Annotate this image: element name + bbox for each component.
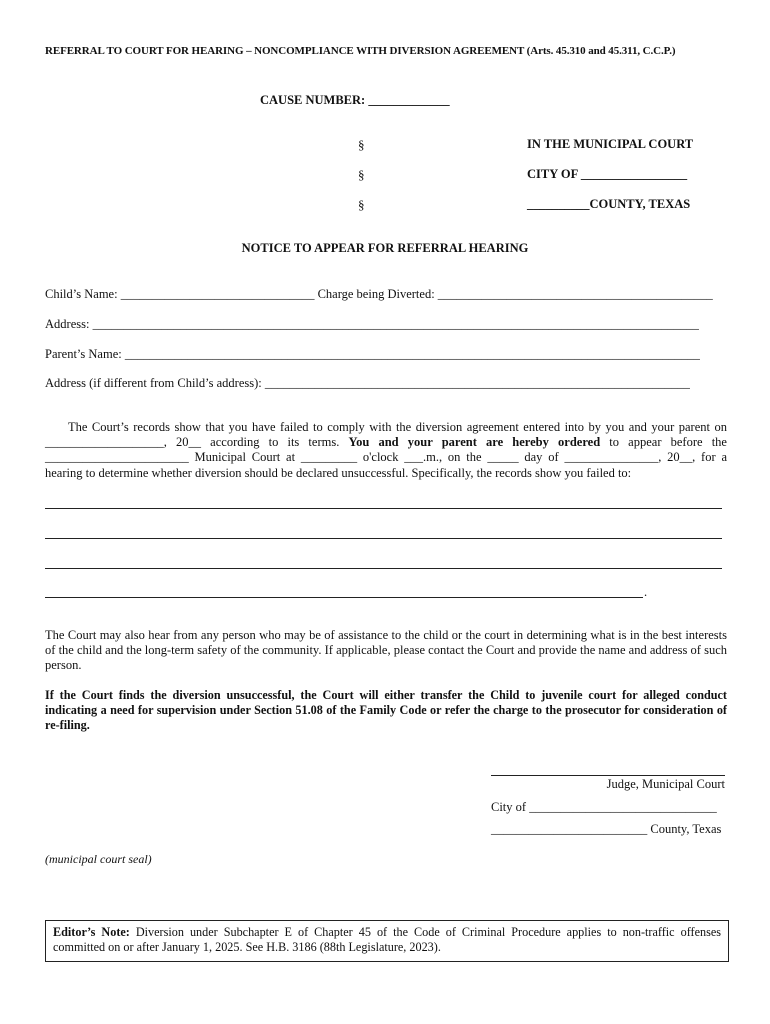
parents-name-field[interactable]: Parent’s Name: ____________________________________________________________________________________________ xyxy=(45,347,700,361)
response-line[interactable] xyxy=(45,538,722,539)
editors-note-text: Diversion under Subchapter E of Chapter 45 of the Code of Criminal Procedure applies to non-traffic offenses committed on or after January 1, 2025. See H.B. 3186 (88th Legislature, 2023). xyxy=(53,925,721,954)
alt-address-field[interactable]: Address (if different from Child’s address): ____________________________________________________________________ xyxy=(45,376,690,390)
response-line[interactable] xyxy=(45,568,722,569)
section-symbol: § xyxy=(358,137,365,152)
city-field: CITY OF _________________ xyxy=(527,167,688,181)
section-symbol: § xyxy=(358,167,365,182)
failure-paragraph: The Court’s records show that you have failed to comply with the diversion agreement entered into by you and your parent on ___________________, 20__ according to its terms. You and your parent are hereby ordered to appear before the _______________________ Municipal Court at _________ o'clock ___.m., on the _____ day of _______________, 20__, for a hearing to determine whether diversion should be declared unsuccessful. Specifically, the records show you failed to: xyxy=(45,420,727,480)
section-symbol: § xyxy=(358,197,365,212)
line-period: . xyxy=(644,585,648,599)
signature-county-field[interactable]: _________________________ County, Texas xyxy=(491,822,722,836)
signature-city-field[interactable]: City of ______________________________ xyxy=(491,800,717,814)
court-name: IN THE MUNICIPAL COURT xyxy=(527,137,694,151)
judge-title: Judge, Municipal Court xyxy=(606,777,725,791)
cause-number: CAUSE NUMBER: _____________ xyxy=(260,93,450,107)
court-seal-label: (municipal court seal) xyxy=(45,852,152,866)
judge-signature-line[interactable] xyxy=(491,775,725,776)
response-line[interactable] xyxy=(45,597,643,598)
notice-title: NOTICE TO APPEAR FOR REFERRAL HEARING xyxy=(241,241,529,255)
editors-note-box xyxy=(45,920,729,962)
best-interest-paragraph: The Court may also hear from any person who may be of assistance to the child or the court in determining what is in the best interests of the child and the long-term safety of the community. If applicable, please contact the Court and provide the name and address of such person. xyxy=(45,628,727,673)
form-title: REFERRAL TO COURT FOR HEARING – NONCOMPLIANCE WITH DIVERSION AGREEMENT (Arts. 45.310 and 45.311, C.C.P.) xyxy=(45,45,676,57)
childs-name-field[interactable]: Child’s Name: _______________________________ Charge being Diverted: ____________________________________________ xyxy=(45,287,713,301)
county-field: __________COUNTY, TEXAS xyxy=(527,197,691,211)
order-text: You and your parent are hereby ordered xyxy=(348,435,601,450)
address-field[interactable]: Address: _________________________________________________________________________________________________ xyxy=(45,317,699,331)
consequence-paragraph: If the Court finds the diversion unsuccessful, the Court will either transfer the Child to juvenile court for alleged conduct indicating a need for supervision under Section 51.08 of the Family Code or refer the charge to the prosecutor for consideration of re-filing. xyxy=(45,688,727,733)
response-line[interactable] xyxy=(45,508,722,509)
editors-note-label: Editor’s Note: xyxy=(53,925,130,939)
